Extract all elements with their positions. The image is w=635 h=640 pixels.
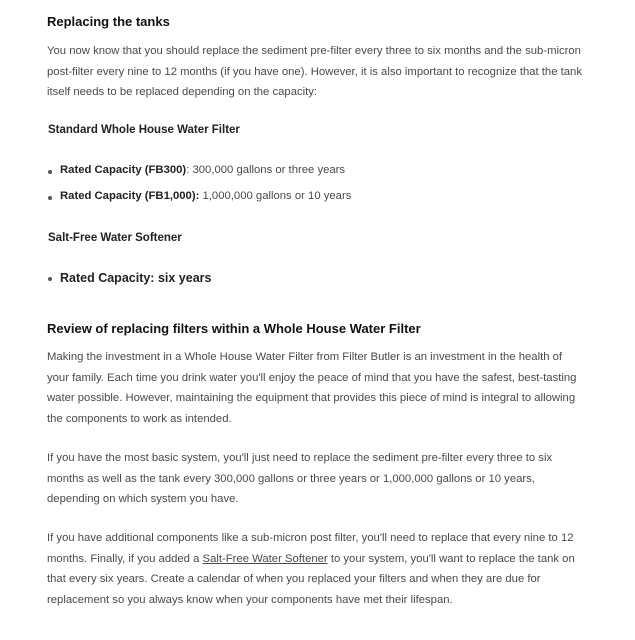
list-item: [47, 188, 587, 205]
softener-heading: Salt-Free Water Softener: [48, 232, 182, 244]
review-paragraph-3-end: to your system, you'll want to replace the tank on that every six years. Create a calendar of when you replaced your filters and when they are due for replacement so you always know when your components have met their lifespan.: [47, 552, 575, 606]
bullet-icon: [48, 277, 52, 281]
review-paragraph-1: Making the investment in a Whole House Water Filter from Filter Butler is an investment in the health of your family. Each time you drink water you'll enjoy the peace of mind that you have the safest, best-tasting water possible. However, maintaining the equipment that provides this piece of mind is integral to allowing the components to work as intended.: [47, 351, 577, 425]
review-paragraph-3: [47, 528, 587, 610]
softener-capacity-list: [47, 269, 587, 287]
capacity-value: 1,000,000 gallons or 10 years: [199, 190, 352, 202]
review-paragraph-2: If you have the most basic system, you'll just need to replace the sediment pre-filter every three to six months as well as the tank every 300,000 gallons or three years or 1,000,000 gallons or 10 years, depending on which system you have.: [47, 452, 553, 505]
capacity-label: Rated Capacity: six years: [60, 271, 212, 285]
standard-capacity-list: [47, 162, 587, 205]
review-paragraph-3-start: If you have additional components like a sub-micron post filter, you'll need to replace that every nine to 12 months. Finally, if you added a: [47, 532, 574, 565]
capacity-value: 300,000 gallons or three years: [189, 164, 346, 176]
capacity-separator: :: [186, 164, 190, 176]
standard-filter-heading: Standard Whole House Water Filter: [48, 124, 240, 136]
tanks-intro-paragraph: You now know that you should replace the sediment pre-filter every three to six months and the sub-micron post-filter every nine to 12 months (if you have one). However, it is also important to recognize that the tank itself needs to be replaced depending on the capacity:: [47, 45, 582, 98]
salt-free-water-softener-link[interactable]: Salt-Free Water Softener: [202, 552, 328, 565]
list-item: [47, 162, 587, 179]
capacity-label: Rated Capacity (FB1,000):: [60, 190, 200, 202]
section-title-review: Review of replacing filters within a Whole House Water Filter: [47, 321, 421, 336]
bullet-icon: [48, 170, 52, 174]
capacity-label: Rated Capacity (FB300): [60, 164, 187, 176]
bullet-icon: [48, 196, 52, 200]
section-title-replacing-tanks: Replacing the tanks: [47, 14, 170, 29]
list-item: [47, 269, 587, 287]
